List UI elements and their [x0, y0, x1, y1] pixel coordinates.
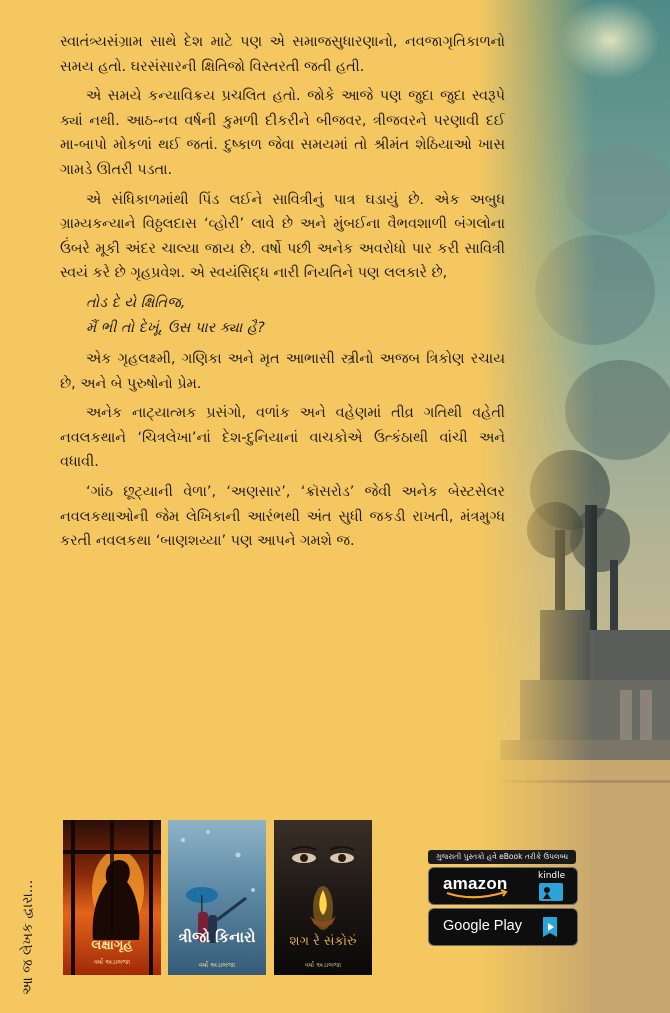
- poem-line: તોડ દે યે ક્ષિતિજ,: [86, 294, 186, 311]
- blurb-paragraph: અનેક નાટ્યાત્મક પ્રસંગો, વળાંક અને વહેણમાં તીવ્ર ગતિથી વહેતી નવલકથાને ‘ચિત્રલેખા’નાં દેશ-દુનિયાનાં વાચકોએ ઉત્કંઠાથી વાંચી અને વધાવી.: [60, 405, 505, 471]
- book-cover[interactable]: [168, 820, 266, 975]
- amazon-wordmark: amazon: [443, 874, 508, 893]
- rain-couple-art: [168, 820, 266, 975]
- kindle-reader-icon: [537, 881, 567, 903]
- book-author: વર્ષા અડાલજા: [304, 961, 342, 969]
- google-play-badge[interactable]: [428, 908, 578, 946]
- book-cover[interactable]: [274, 820, 372, 975]
- book-title: ત્રીજો કિનારો: [178, 928, 256, 946]
- back-cover-blurb: [60, 30, 505, 559]
- more-by-author-label: આ જ લેખક દ્વારા...: [20, 879, 36, 995]
- blurb-paragraph: સ્વાતંત્ર્યસંગ્રામ સાથે દેશ માટે પણ એ સમાજસુધારણાનો, નવજાગૃતિકાળનો સમય હતો. ઘરસંસારની ક્ષિતિજો વિસ્તરતી જતી હતી.: [60, 34, 505, 75]
- blurb-paragraph: એ સંધિકાળમાંથી પિંડ લઈને સાવિત્રીનું પાત્ર ઘડાયું છે. એક અબુધ ગ્રામ્યકન્યાને વિઠ્ઠલદાસ ‘વ્હોરી’ લાવે છે અને મુંબઈના વૈભવશાળી બંગલોના ઉંબરે મૂકી અંદર ચાલ્યા જાય છે. વર્ષો પછી અનેક અવરોધો પાર કરી સાવિત્રી સ્વયં કરે છે ગૃહપ્રવેશ. એ સ્વયંસિદ્ધ નારી નિયતિને પણ લલકારે છે,: [60, 191, 505, 282]
- kindle-wordmark: kindle: [538, 871, 566, 881]
- book-title: શગ રે સંકોરું: [289, 934, 357, 949]
- amazon-smile-icon: [443, 868, 533, 904]
- blurb-paragraph: એ સમયે કન્યાવિક્રય પ્રચલિત હતો. જોકે આજે પણ જુદા જુદા સ્વરૂપે ક્યાં નથી. આઠ-નવ વર્ષની કુમળી દીકરીને બીજવર, ત્રીજવરને પરણાવી દઈ મા-બાપો મોકળાં થઈ જતાં. દુષ્કાળ જેવા સમયમાં તો શ્રીમંત શેઠિયાઓ ખાસ ગામડે ઊતરી પડતા.: [60, 88, 505, 178]
- book-author: વર્ષા અડાલજા: [93, 958, 131, 966]
- ebook-availability-caption: ગુજરાતી પુસ્તકો હવે eBook તરીકે ઉપલબ્ધ: [428, 850, 576, 864]
- blurb-paragraph: ‘ગાંઠ છૂટ્યાની વેળા’, ‘અણસાર’, ‘ક્રૉસરોડ’ જેવી અનેક બેસ્ટસેલર નવલકથાઓની જેમ લેખિકાની આરંભથી અંત સુધી જકડી રાખતી, મંત્રમુગ્ધ કરતી નવલકથા ‘બાણશય્યા’ પણ આપને ગમશે જ.: [60, 483, 505, 550]
- book-author: વર્ષા અડાલજા: [198, 961, 236, 969]
- blurb-paragraph: એક ગૃહલક્ષ્મી, ગણિકા અને મૃત આભાસી સ્ત્રીનો અજબ ત્રિકોણ રચાય છે, અને બે પુરુષોનો પ્રેમ.: [60, 350, 505, 392]
- book-cover[interactable]: [63, 820, 161, 975]
- book-title: લક્ષાગૃહ: [91, 938, 133, 953]
- eyes-lamp-art: [274, 820, 372, 975]
- google-play-wordmark: Google Play: [443, 918, 522, 934]
- amazon-kindle-badge[interactable]: [428, 867, 578, 905]
- google-play-books-icon: [539, 915, 563, 939]
- poem-quote: [86, 291, 505, 341]
- poem-line: મૈં ભી તો દેખૂં, ઉસ પાર ક્યા હૈ?: [86, 319, 265, 336]
